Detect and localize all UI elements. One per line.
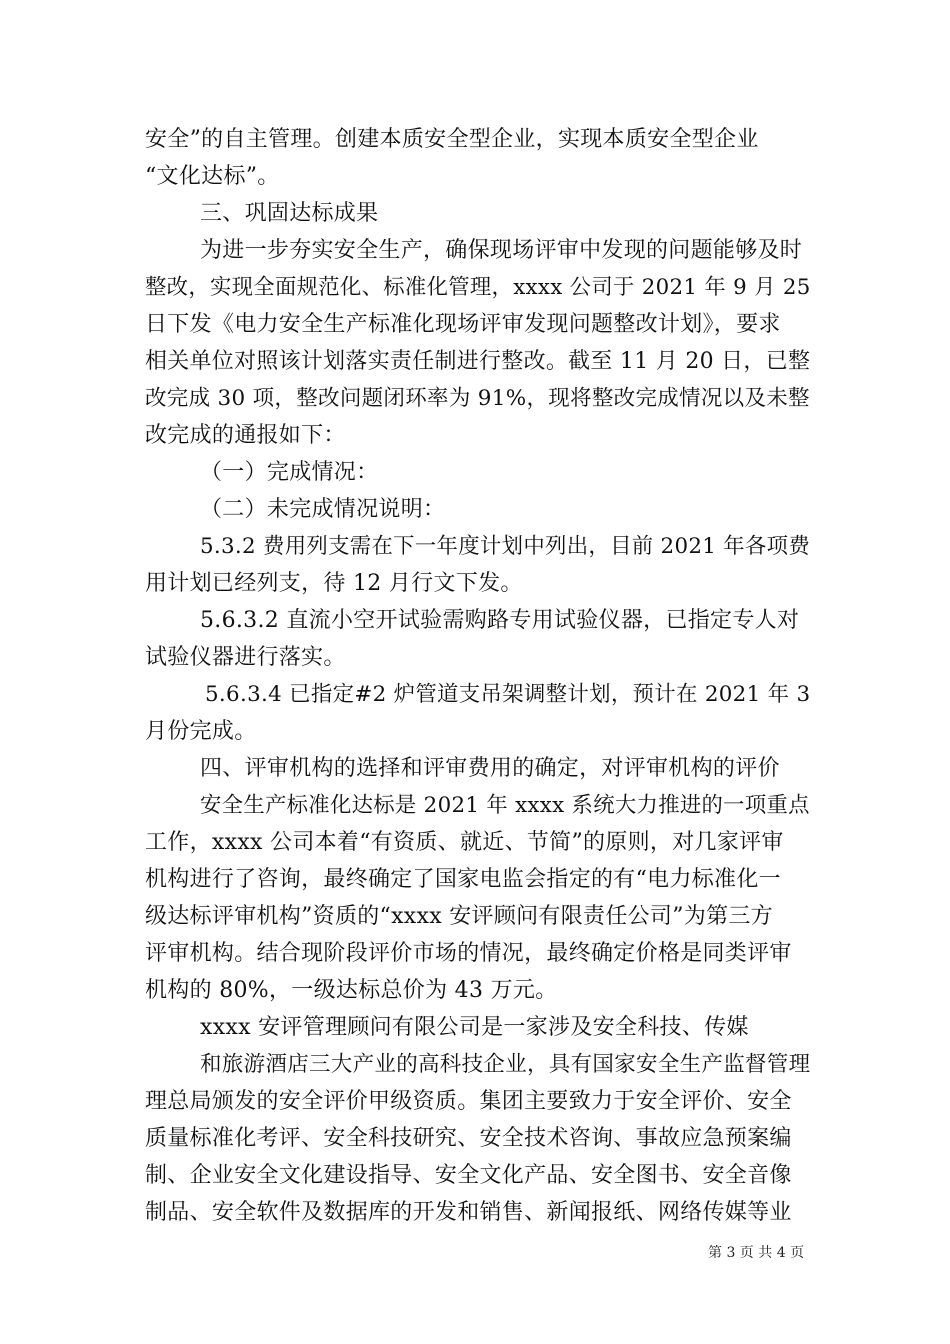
section-heading: 四、评审机构的选择和评审费用的确定，对评审机构的评价	[200, 756, 780, 781]
sub-heading: （二）未完成情况说明：	[200, 497, 446, 522]
text-line: xxxx 安评管理顾问有限公司是一家涉及安全科技、传媒	[200, 1015, 749, 1040]
text-line: 相关单位对照该计划落实责任制进行整改。截至 11 月 20 日，已整	[145, 349, 811, 374]
section-heading: 三、巩固达标成果	[200, 201, 379, 226]
text-line: 理总局颁发的安全评价甲级资质。集团主要致力于安全评价、安全	[145, 1089, 792, 1114]
text-line: 改完成 30 项，整改问题闭环率为 91%，现将整改完成情况以及未整	[145, 386, 810, 411]
text-line: “文化达标”。	[145, 164, 280, 189]
text-line: 安全生产标准化达标是 2021 年 xxxx 系统大力推进的一项重点	[200, 793, 810, 818]
text-line: 用计划已经列支，待 12 月行文下发。	[145, 571, 523, 596]
text-line: 评审机构。结合现阶段评价市场的情况，最终确定价格是同类评审	[145, 941, 792, 966]
text-line: 质量标准化考评、安全科技研究、安全技术咨询、事故应急预案编	[145, 1126, 792, 1151]
text-line: 5.6.3.4 已指定#2 炉管道支吊架调整计划，预计在 2021 年 3	[205, 682, 811, 707]
text-line: 试验仪器进行落实。	[145, 645, 346, 670]
text-line: 5.6.3.2 直流小空开试验需购路专用试验仪器，已指定专人对	[200, 608, 800, 633]
text-line: 制、企业安全文化建设指导、安全文化产品、安全图书、安全音像	[145, 1163, 792, 1188]
text-line: 为进一步夯实安全生产，确保现场评审中发现的问题能够及时	[200, 238, 803, 263]
text-line: 5.3.2 费用列支需在下一年度计划中列出，目前 2021 年各项费	[200, 534, 811, 559]
text-line: 制品、安全软件及数据库的开发和销售、新闻报纸、网络传媒等业	[145, 1200, 792, 1225]
text-line: 机构进行了咨询，最终确定了国家电监会指定的有“电力标准化一	[145, 867, 781, 892]
sub-heading: （一）完成情况：	[200, 460, 379, 485]
text-line: 安全”的自主管理。创建本质安全型企业，实现本质安全型企业	[145, 127, 759, 152]
text-line: 整改，实现全面规范化、标准化管理，xxxx 公司于 2021 年 9 月 25	[145, 275, 811, 300]
text-line: 工作，xxxx 公司本着“有资质、就近、节简”的原则，对几家评审	[145, 830, 784, 855]
text-line: 日下发《电力安全生产标准化现场评审发现问题整改计划》，要求	[145, 312, 781, 337]
text-line: 月份完成。	[145, 719, 257, 744]
text-line: 改完成的通报如下：	[145, 423, 346, 448]
text-line: 机构的 80%，一级达标总价为 43 万元。	[145, 978, 558, 1003]
text-line: 级达标评审机构”资质的“xxxx 安评顾问有限责任公司”为第三方	[145, 904, 773, 929]
text-line: 和旅游酒店三大产业的高科技企业，具有国家安全生产监督管理	[200, 1052, 811, 1077]
page-number-footer: 第 3 页 共 4 页	[708, 1245, 805, 1261]
